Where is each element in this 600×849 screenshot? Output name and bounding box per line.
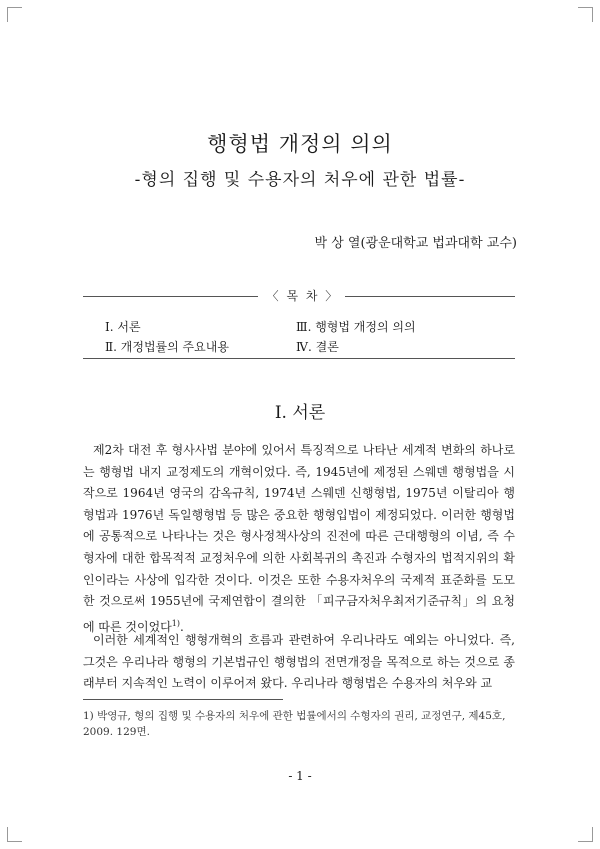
document-subtitle: -형의 집행 및 수용자의 처우에 관한 법률- — [134, 170, 466, 190]
crop-mark-top-right — [578, 7, 593, 22]
crop-mark-bottom-right — [578, 827, 593, 842]
toc-item-introduction: Ⅰ. 서론 — [105, 320, 141, 334]
crop-mark-top-left — [7, 7, 22, 22]
page-number: - 1 - — [288, 769, 312, 783]
paragraph-1-end: . — [180, 619, 184, 634]
document-author: 박 상 열(광운대학교 법과대학 교수) — [314, 236, 517, 251]
section-heading: Ⅰ. 서론 — [274, 403, 326, 423]
toc-item-main-contents: Ⅱ. 개정법률의 주요내용 — [105, 340, 229, 354]
toc-top-rule-left — [83, 296, 258, 297]
footnote-reference: 1) — [171, 618, 180, 628]
footnote: 1) 박영규, 형의 집행 및 수용자의 처우에 관한 법률에서의 수형자의 권리, 교정연구, 제45호, 2009. 129면. — [83, 710, 506, 738]
toc-bottom-rule — [83, 358, 515, 359]
body-paragraph-2: 이러한 세계적인 행형개혁의 흐름과 관련하여 우리나라도 예외는 아니었다. 즉, 그것은 우리나라 행형의 기본법규인 행형법의 전면개정을 목적으로 하는 것으로 종래부터 지속적인 노력이 이루어져 왔다. 우리나라 행형법은 수용자의 처우와 교 — [83, 633, 515, 691]
crop-mark-bottom-left — [7, 827, 22, 842]
table-of-contents — [83, 289, 515, 359]
toc-item-significance: Ⅲ. 행형법 개정의 의의 — [296, 320, 416, 334]
toc-heading: 〈 목 차 〉 — [266, 289, 340, 303]
document-title: 행형법 개정의 의의 — [207, 132, 393, 156]
footnote-divider — [83, 699, 283, 700]
toc-top-rule-right — [345, 296, 515, 297]
body-paragraph-1 — [83, 440, 515, 638]
paragraph-1-text: 제2차 대전 후 형사사법 분야에 있어서 특징적으로 나타난 세계적 변화의 하나로는 행형법 내지 교정제도의 개혁이었다. 즉, 1945년에 제정된 스웨덴 행형법을 시작으로 1964년 영국의 감옥규칙, 1974년 스웨덴 신행형법, 1975년 이탈리아 행형법과 1976년 독일행형법 등 많은 중요한 행형입법이 제정되었다. 이러한 행형법에 공통적으로 나타나는 것은 형사정책사상의 진전에 따른 근대행형의 이념, 즉 수형자에 대한 합목적적 교정처우에 의한 사회복귀의 촉진과 수형자의 법적지위의 확인이라는 사상에 입각한 것이다. 이것은 또한 수용자처우의 국제적 표준화를 도모한 것으로써 1955년에 국제연합이 결의한 「피구금자처우최저기준규칙」의 요청에 따른 것이었다 — [83, 443, 515, 634]
toc-item-conclusion: Ⅳ. 결론 — [296, 340, 339, 354]
